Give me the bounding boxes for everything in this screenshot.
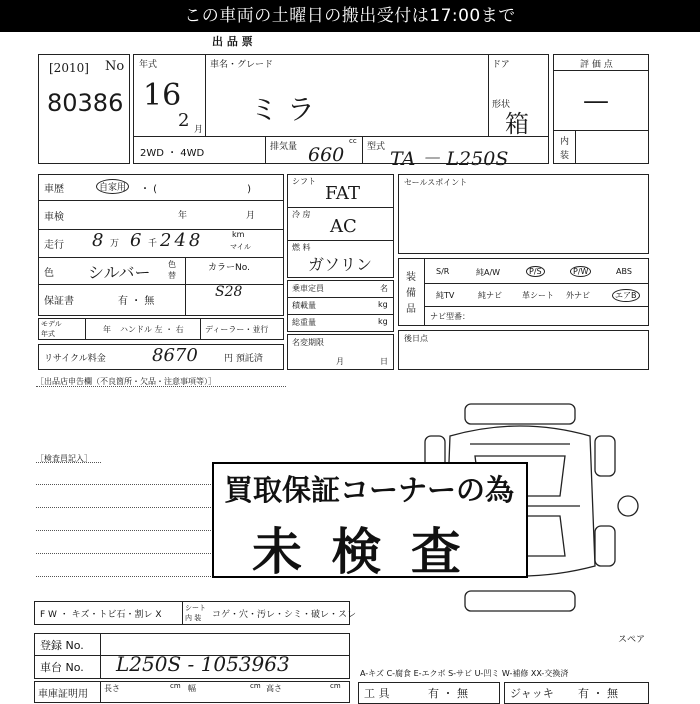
hw-ac: AC [330, 216, 357, 237]
label-shako: 車庫証明用 [38, 689, 88, 700]
label-shareki: 車歴 [44, 184, 64, 195]
lot-no-label: No [105, 59, 125, 74]
no-inspection-stamp [212, 462, 528, 581]
label-nenryo: 燃 料 [292, 243, 311, 252]
equip-power-window: P/W [570, 266, 591, 277]
label-km: km [232, 230, 245, 239]
label-haba: 幅 [188, 684, 196, 693]
label-mile: マイル [230, 243, 251, 251]
label-kg1: kg [378, 300, 388, 309]
equip-tv: 純TV [436, 291, 455, 300]
label-kougu: 工 具 [364, 687, 390, 700]
form-title-fragment: 出 品 票 [212, 35, 253, 48]
label-month-unit: 月 [194, 125, 204, 135]
label-cc: cc [349, 137, 357, 145]
label-cm1: cm [170, 682, 181, 690]
label-nenshiki: 年式 [139, 60, 158, 70]
label-naga: 長さ [104, 684, 120, 693]
equip-navi: 純ナビ [478, 291, 502, 300]
label-meigi: 名変期限 [292, 338, 324, 347]
label-kg2: kg [378, 317, 388, 326]
label-model-nen: 年 [103, 325, 111, 334]
hw-color-code: S28 [215, 284, 243, 300]
label-naiso-2: 装 [560, 151, 570, 161]
equip-alloy-wheel: 純A/W [476, 268, 501, 277]
label-shaken-tsuki: 月 [246, 211, 256, 221]
damage-legend: A-キズ C-腐食 E-エクボ S-サビ U-凹ミ W-補修 XX-交換済 [360, 669, 569, 678]
label-seat-1: シート [185, 604, 206, 612]
equip-sunroof: S/R [436, 267, 450, 276]
label-jack-val: 有 ・ 無 [578, 687, 618, 700]
label-reibou: 冷 房 [292, 210, 311, 219]
lot-number-box [38, 54, 130, 164]
hw-mileage-sen: 6 [130, 230, 142, 251]
label-shadai: 車台 No. [40, 661, 84, 674]
saturday-notice-banner: この車両の土曜日の搬出受付は17:00まで [0, 0, 700, 32]
label-soubi-1: 装 [406, 272, 416, 283]
label-spare: スペア [618, 635, 646, 645]
label-dealer: ディーラー・並行 [205, 325, 269, 334]
label-shareki-rest: ・ ( ) [140, 184, 251, 195]
label-seat-desc: コゲ・穴・汚レ・シミ・破レ・スレ [212, 610, 357, 620]
label-shift: シフト [292, 177, 316, 186]
label-iro-kae-1: 色 [168, 260, 176, 269]
label-cm3: cm [330, 682, 341, 690]
equip-abs: ABS [616, 267, 632, 276]
lot-year-tag: [2010] [49, 61, 89, 75]
hw-car-name: ミ ラ [250, 93, 315, 126]
label-door: ドア [492, 60, 510, 70]
hw-year: 16 [143, 78, 182, 113]
hw-mileage-rest: 248 [160, 230, 204, 251]
hw-displacement: 660 [308, 144, 345, 166]
label-soujuryo: 総重量 [292, 318, 316, 327]
hw-chassis: L250S - 1053963 [116, 652, 290, 676]
label-kensa: ［検査員記入］ [36, 454, 92, 463]
equip-airbag: エアB [612, 289, 640, 302]
label-koutei: 後日点 [404, 334, 428, 343]
label-sales: セールスポイント [404, 178, 468, 187]
label-hyoka: 評 価 点 [580, 60, 613, 70]
label-ari-nashi: 有 ・ 無 [118, 296, 155, 307]
label-fw: F W ・ キズ・トビ石・割レ X [40, 610, 162, 620]
label-touroku: 登録 No. [40, 639, 84, 652]
label-haikiryo: 排気量 [270, 142, 298, 152]
label-teiin-unit: 名 [380, 284, 388, 293]
label-cm2: cm [250, 682, 261, 690]
label-sokou: 走行 [44, 240, 64, 251]
label-shuppin: ［出品店申告欄（不良箇所・欠品・注意事項等）］ [36, 377, 216, 386]
label-drive: 2WD ・ 4WD [140, 148, 205, 159]
hw-body-shape: 箱 [505, 110, 529, 138]
stamp-line1: 買取保証コーナーの為 [224, 473, 515, 507]
label-hoshou: 保証書 [44, 296, 74, 307]
label-seat-2: 内 装 [185, 614, 202, 622]
label-kougu-val: 有 ・ 無 [428, 687, 468, 700]
hw-recycle-fee: 8670 [152, 345, 198, 366]
label-model-2: 年式 [41, 330, 55, 338]
later-point-box [398, 330, 649, 370]
hw-fuel: ガソリン [308, 255, 373, 274]
label-iro: 色 [44, 268, 54, 279]
stamp-line2: 未 検 査 [252, 523, 467, 581]
hw-score: — [583, 86, 609, 116]
label-iro-kae-2: 替 [168, 271, 176, 280]
label-model-1: モデル [41, 320, 62, 328]
label-man: 万 [110, 239, 120, 249]
hw-mileage-man: 8 [92, 230, 104, 251]
label-teiin: 乗車定員 [292, 284, 324, 293]
label-recycle: リサイクル料金 [44, 354, 106, 364]
label-navi: ナビ型番： [430, 312, 470, 321]
label-meigi-tsuki: 月 [336, 357, 344, 366]
label-jack: ジャッキ [510, 687, 554, 700]
label-soubi-3: 品 [406, 304, 416, 315]
label-sekisai: 積載量 [292, 301, 316, 310]
label-katachi: 形状 [492, 100, 511, 110]
equip-aftermarket-navi: 外ナビ [566, 291, 590, 300]
hw-month: 2 [178, 110, 190, 131]
equip-power-steering: P/S [526, 266, 545, 277]
lot-number: 80386 [47, 89, 124, 117]
label-takasa: 高さ [266, 684, 282, 693]
label-handle: ハンドル 左 ・ 右 [120, 325, 184, 334]
label-shamei: 車名・グレード [210, 60, 274, 70]
hw-shift: FAT [325, 183, 360, 204]
label-shaken-nen: 年 [178, 211, 188, 221]
hw-model-code: TA － L250S [390, 148, 509, 170]
equip-leather: 革シート [522, 291, 554, 300]
label-katashiki: 型式 [367, 142, 386, 152]
label-color-no: カラーNo. [208, 263, 250, 273]
label-naiso-1: 内 [560, 137, 570, 147]
label-jikayo: 自家用 [96, 179, 129, 194]
label-sen: 千 [148, 239, 158, 249]
label-meigi-hi: 日 [380, 357, 388, 366]
label-shaken: 車検 [44, 212, 64, 223]
label-yen: 円 預託済 [224, 354, 263, 364]
label-soubi-2: 備 [406, 288, 416, 299]
hw-color: シルバー [88, 263, 151, 282]
